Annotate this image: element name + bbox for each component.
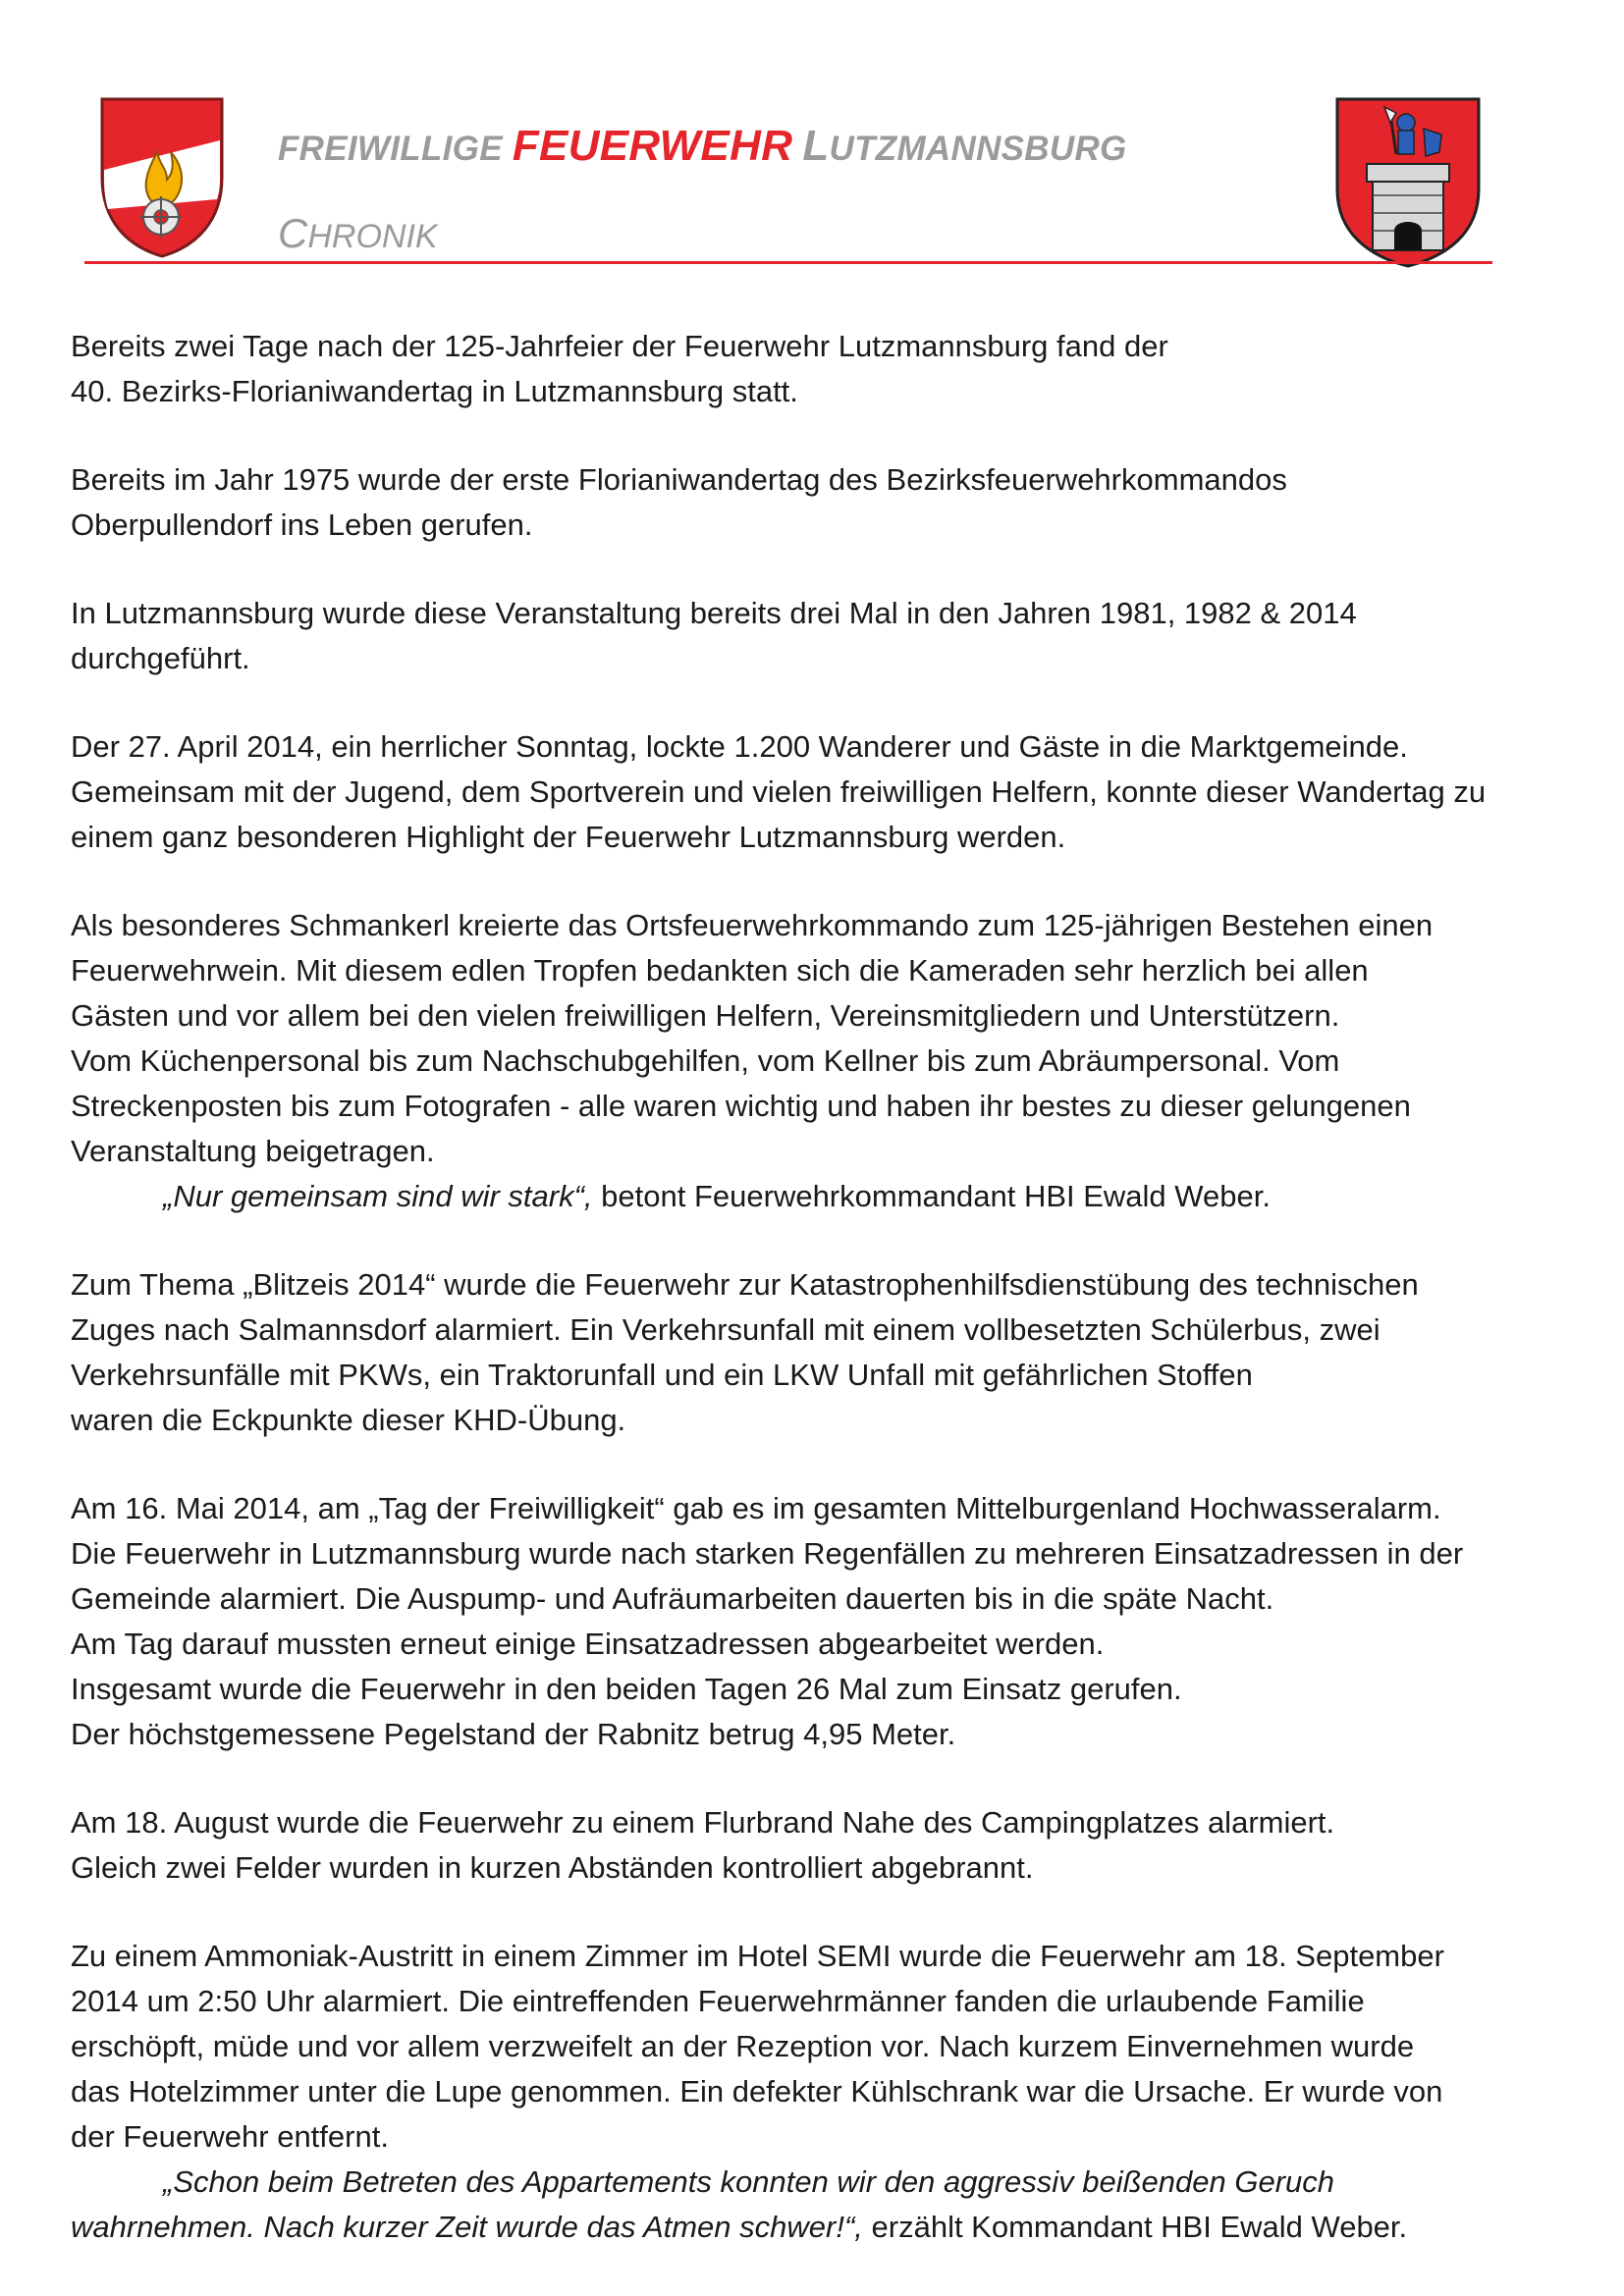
paragraph: Bereits zwei Tage nach der 125-Jahrfeier der Feuerwehr Lutzmannsburg fand der 40. Bezirks-Florianiwandertag in Lutzmannsburg statt.: [71, 329, 1168, 408]
quote: „Schon beim Betreten des Appartements konnten wir den aggressiv beißenden Geruch: [163, 2164, 1335, 2199]
paragraph: Am 16. Mai 2014, am „Tag der Freiwilligkeit“ gab es im gesamten Mittelburgenland Hochwasseralarm. Die Feuerwehr in Lutzmannsburg wurde nach starken Regenfällen zu mehreren Einsatzadressen in der Gemeinde alarmiert. Die Auspump- und Aufräumarbeiten dauerten bis in die späte Nacht. Am Tag darauf mussten erneut einige Einsatzadressen abgearbeitet werden. Insgesamt wurde die Feuerwehr in den beiden Tagen 26 Mal zum Einsatz gerufen. Der höchstgemessene Pegelstand der Rabnitz betrug 4,95 Meter.: [71, 1491, 1464, 1751]
quote: „Nur gemeinsam sind wir stark“, betont Feuerwehrkommandant HBI Ewald Weber.: [163, 1179, 1271, 1213]
organization-title: FREIWILLIGE FEUERWEHR LUTZMANNSBURG: [278, 122, 1127, 170]
paragraph: Der 27. April 2014, ein herrlicher Sonntag, lockte 1.200 Wanderer und Gäste in die Marktgemeinde. Gemeinsam mit der Jugend, dem Sportverein und vielen freiwilligen Helfern, konnte dieser Wandertag zu einem ganz besonderen Highlight der Feuerwehr Lutzmannsburg werden.: [71, 729, 1487, 854]
fire-brigade-logo: [98, 95, 226, 258]
section-title: CHRONIK: [278, 210, 438, 256]
paragraph: Am 18. August wurde die Feuerwehr zu einem Flurbrand Nahe des Campingplatzes alarmiert. Gleich zwei Felder wurden in kurzen Abständen kontrolliert abgebrannt.: [71, 1805, 1335, 1885]
quote: wahrnehmen. Nach kurzer Zeit wurde das Atmen schwer!“, erzählt Kommandant HBI Ewald Weber.: [71, 2210, 1408, 2244]
paragraph: Zu einem Ammoniak-Austritt in einem Zimmer im Hotel SEMI wurde die Feuerwehr am 18. September 2014 um 2:50 Uhr alarmiert. Die eintreffenden Feuerwehrmänner fanden die urlaubende Familie erschöpft, müde und vor allem verzweifelt an der Rezeption vor. Nach kurzem Einvernehmen wurde das Hotelzimmer unter die Lupe genommen. Ein defekter Kühlschrank war die Ursache. Er wurde von der Feuerwehr entfernt. „Schon beim Betreten des Appartements konnten wir den aggressiv beißenden Geruch wahrnehmen. Nach kurzer Zeit wurde das Atmen schwer!“, erzählt Kommandant HBI Ewald Weber.: [71, 1934, 1563, 2250]
paragraph: Zum Thema „Blitzeis 2014“ wurde die Feuerwehr zur Katastrophenhilfsdienstübung des technischen Zuges nach Salmannsdorf alarmiert. Ein Verkehrsunfall mit einem vollbesetzten Schülerbus, zwei Verkehrsunfälle mit PKWs, ein Traktorunfall und ein LKW Unfall mit gefährlichen Stoffen waren die Eckpunkte dieser KHD-Übung.: [71, 1267, 1419, 1437]
chronicle-body: [71, 324, 1563, 2293]
paragraph: Bereits im Jahr 1975 wurde der erste Florianiwandertag des Bezirksfeuerwehrkommandos Oberpullendorf ins Leben gerufen.: [71, 462, 1287, 542]
municipal-coat-of-arms: [1333, 95, 1483, 268]
header-divider: [84, 261, 1492, 264]
paragraph: Als besonderes Schmankerl kreierte das Ortsfeuerwehrkommando zum 125-jährigen Bestehen einen Feuerwehrwein. Mit diesem edlen Tropfen bedankten sich die Kameraden sehr herzlich bei allen Gästen und vor allem bei den vielen freiwilligen Helfern, Vereinsmitgliedern und Unterstützern. Vom Küchenpersonal bis zum Nachschubgehilfen, vom Kellner bis zum Abräumpersonal. Vom Streckenposten bis zum Fotografen - alle waren wichtig und haben ihr bestes zu dieser gelungenen Veranstaltung beigetragen. „Nur gemeinsam sind wir stark“, betont Feuerwehrkommandant HBI Ewald Weber.: [71, 903, 1563, 1219]
paragraph: In Lutzmannsburg wurde diese Veranstaltung bereits drei Mal in den Jahren 1981, 1982 & 2014 durchgeführt.: [71, 596, 1357, 675]
page-header: [0, 0, 1624, 275]
